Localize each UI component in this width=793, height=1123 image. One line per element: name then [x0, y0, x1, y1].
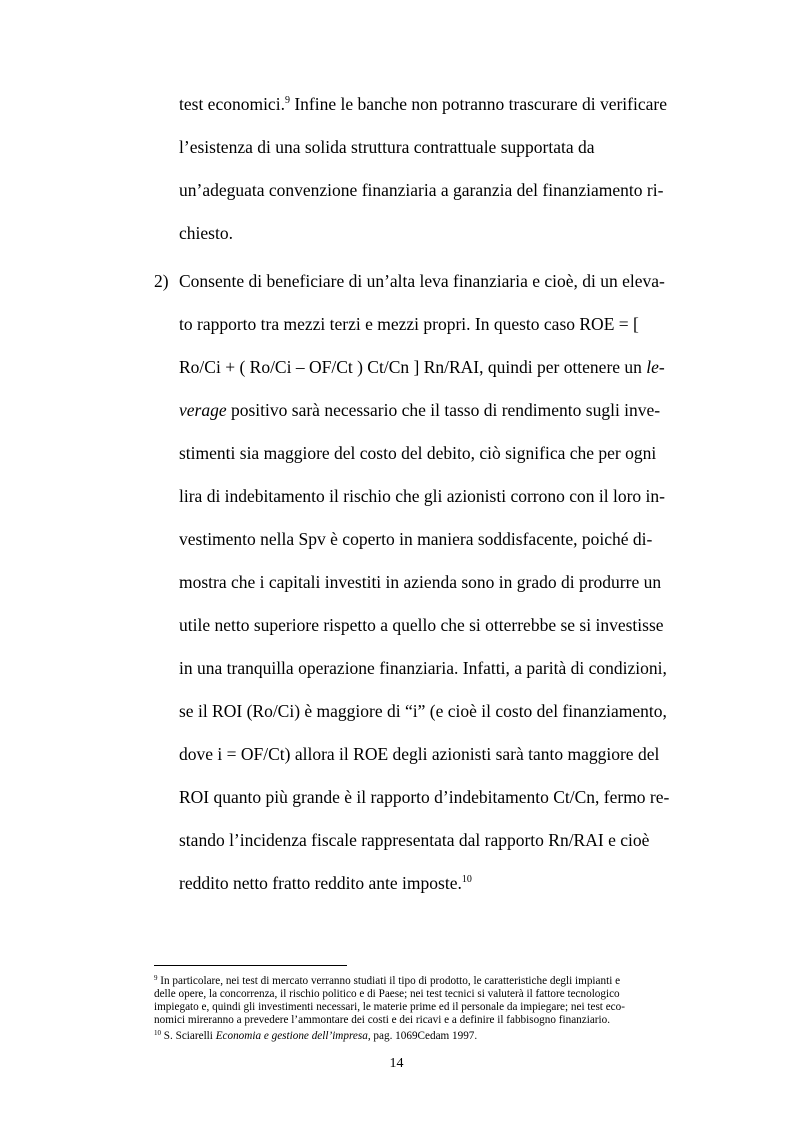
body-line: utile netto superiore rispetto a quello che si otterrebbe se si investisse: [179, 615, 664, 635]
footnote-ref-9[interactable]: 9: [284, 95, 290, 106]
body-line: stando l’incidenza fiscale rappresentata dal rapporto Rn/RAI e cioè: [179, 830, 650, 850]
body-line: stimenti sia maggiore del costo del debito, ciò significa che per ogni: [179, 443, 657, 463]
footnote-line: delle opere, la concorrenza, il rischio politico e di Paese; nei test tecnici si valuterà il fattore tecnologico: [154, 988, 620, 1000]
body-line: to rapporto tra mezzi terzi e mezzi propri. In questo caso ROE = [: [179, 314, 639, 334]
body-line: lira di indebitamento il rischio che gli azionisti corrono con il loro in-: [179, 486, 665, 506]
footnote-separator: [154, 965, 347, 966]
italic-term: le-: [646, 357, 665, 377]
list-marker: 2): [154, 271, 169, 291]
footnote-book-title: Economia e gestione dell’impresa,: [215, 1030, 371, 1042]
body-line: [179, 400, 660, 420]
body-line: [179, 357, 665, 377]
footnote-ref-10[interactable]: 10: [461, 874, 472, 885]
body-line: l’esistenza di una solida struttura contrattuale supportata da: [179, 137, 595, 157]
body-line: ROI quanto più grande è il rapporto d’indebitamento Ct/Cn, fermo re-: [179, 787, 670, 807]
footnote-marker: 10: [154, 1029, 161, 1037]
body-line: se il ROI (Ro/Ci) è maggiore di “i” (e cioè il costo del finanziamento,: [179, 701, 667, 721]
body-line: Consente di beneficiare di un’alta leva finanziaria e cioè, di un eleva-: [179, 271, 665, 291]
text-segment: Ro/Ci + ( Ro/Ci – OF/Ct ) Ct/Cn ] Rn/RAI, quindi per ottenere un: [179, 357, 647, 377]
body-line: [179, 873, 472, 893]
italic-term: verage: [179, 400, 227, 420]
page-number: 14: [389, 1056, 404, 1071]
footnote-line: impiegato e, quindi gli investimenti necessari, le materie prime ed il personale da impiegare; nei test eco-: [154, 1001, 625, 1013]
footnote-marker: 9: [154, 974, 158, 982]
body-line: vestimento nella Spv è coperto in maniera soddisfacente, poiché di-: [179, 529, 653, 549]
footnote-text: pag. 1069Cedam 1997.: [370, 1030, 478, 1042]
footnote-author: S. Sciarelli: [161, 1030, 216, 1042]
text-segment: reddito netto fratto reddito ante imposte.: [179, 873, 462, 893]
body-line: chiesto.: [179, 223, 233, 243]
body-line: mostra che i capitali investiti in azienda sono in grado di produrre un: [179, 572, 662, 592]
body-line: dove i = OF/Ct) allora il ROE degli azionisti sarà tanto maggiore del: [179, 744, 660, 764]
text-segment: test economici.$^9$ Infine le banche non potranno trascurare di verificare: [179, 94, 667, 114]
footnote-10: [154, 1030, 477, 1043]
body-line: un’adeguata convenzione finanziaria a garanzia del finanziamento ri-: [179, 180, 664, 200]
footnote-9: [154, 975, 620, 988]
body-line: in una tranquilla operazione finanziaria. Infatti, a parità di condizioni,: [179, 658, 667, 678]
footnote-line: nomici mireranno a prevedere l’ammontare dei costi e dei ricavi e a definire il fabbisogno finanziario.: [154, 1014, 611, 1026]
text-segment: positivo sarà necessario che il tasso di rendimento sugli inve-: [226, 400, 661, 420]
footnote-text: In particolare, nei test di mercato verranno studiati il tipo di prodotto, le caratteristiche degli impianti e: [157, 975, 621, 987]
body-line: [179, 94, 704, 114]
